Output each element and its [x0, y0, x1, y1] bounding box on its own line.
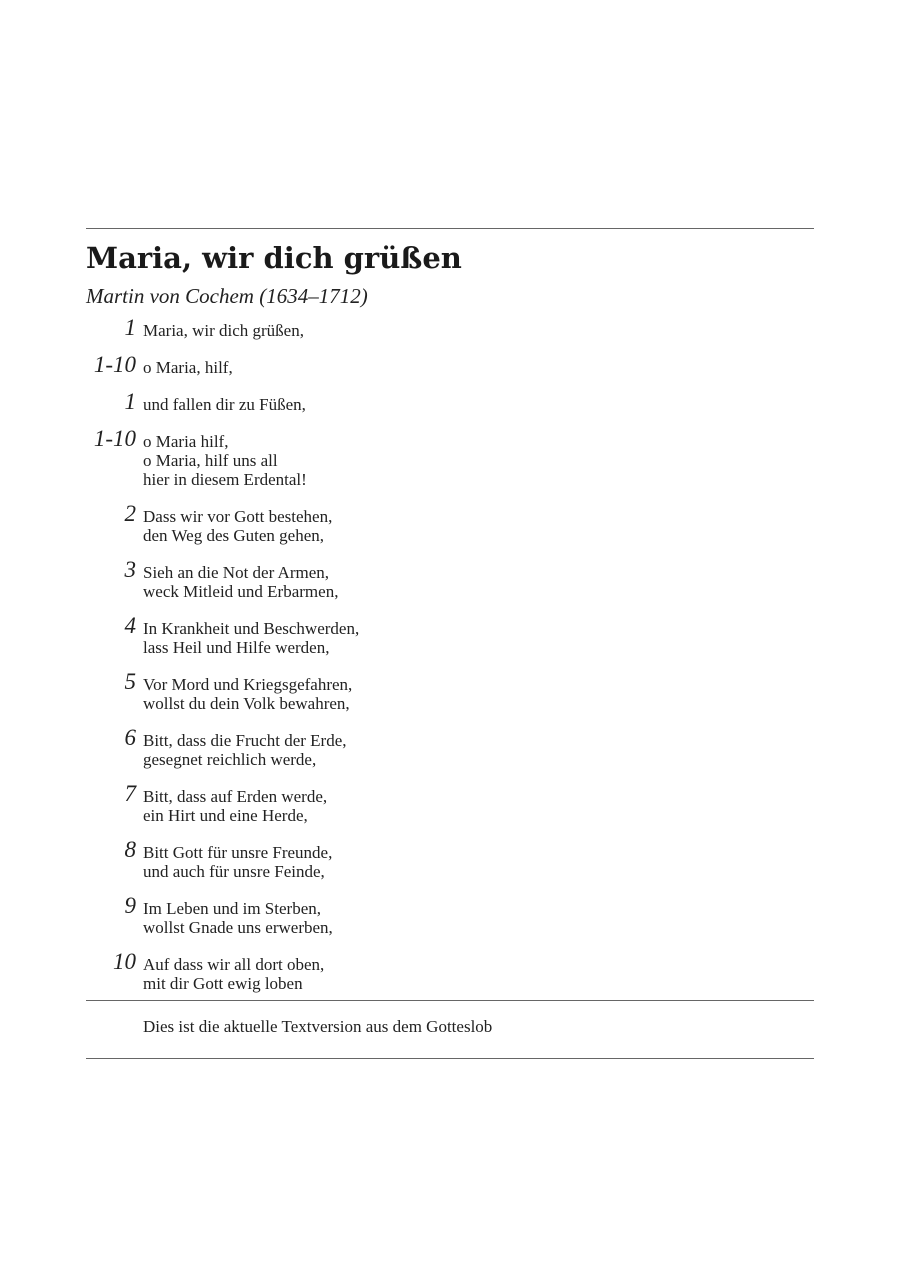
- verse-line: gesegnet reichlich werde,: [143, 750, 317, 769]
- verse-number: 3: [124, 557, 136, 582]
- verse-text: [143, 727, 347, 769]
- verse: [86, 783, 814, 825]
- verse-line: wollst Gnade uns erwerben,: [143, 918, 333, 937]
- verse-line: Im Leben und im Sterben,: [143, 899, 321, 918]
- verse-number: 1-10: [93, 426, 136, 451]
- verse-line: Vor Mord und Kriegsgefahren,: [143, 675, 353, 694]
- top-divider: [86, 228, 814, 229]
- verse-line: In Krankheit und Beschwerden,: [143, 619, 360, 638]
- verse-line: Dass wir vor Gott bestehen,: [143, 507, 333, 526]
- verse-line: und fallen dir zu Füßen,: [143, 395, 306, 414]
- verse-text: [143, 559, 338, 601]
- verse: [86, 354, 814, 377]
- verse-text: [143, 391, 306, 414]
- verse-line: Bitt Gott für unsre Freunde,: [143, 843, 333, 862]
- verse-line: o Maria, hilf uns all: [143, 451, 278, 470]
- verse-text: [143, 951, 324, 993]
- verse-line: lass Heil und Hilfe werden,: [143, 638, 330, 657]
- verse-number: 2: [124, 501, 136, 526]
- verse: [86, 391, 814, 414]
- verse-line: Sieh an die Not der Armen,: [143, 563, 330, 582]
- verse-text: [143, 783, 327, 825]
- verse-line: wollst du dein Volk bewahren,: [143, 694, 350, 713]
- song-sheet: [86, 228, 814, 1059]
- verse-line: o Maria, hilf,: [143, 358, 233, 377]
- verse-line: mit dir Gott ewig loben: [143, 974, 303, 993]
- verse-line: Auf dass wir all dort oben,: [143, 955, 325, 974]
- verse-number: 1: [124, 389, 136, 414]
- verse: [86, 839, 814, 881]
- verse-line: hier in diesem Erdental!: [143, 470, 307, 489]
- song-title: Maria, wir dich grüßen: [86, 241, 462, 275]
- verse-text: [143, 317, 304, 340]
- verse: [86, 503, 814, 545]
- verse-number: 5: [124, 669, 136, 694]
- verse-number: 1: [124, 315, 136, 340]
- verse: [86, 895, 814, 937]
- verse-line: Bitt, dass die Frucht der Erde,: [143, 731, 347, 750]
- verse-number: 6: [124, 725, 136, 750]
- verse: [86, 727, 814, 769]
- verse-number: 1-10: [93, 352, 136, 377]
- verse-line: Maria, wir dich grüßen,: [143, 321, 304, 340]
- verse: [86, 317, 814, 340]
- verse-line: weck Mitleid und Erbarmen,: [143, 582, 339, 601]
- verse-number: 4: [124, 613, 136, 638]
- verse-text: [143, 428, 307, 489]
- verse-list: [86, 317, 814, 993]
- middle-divider: [86, 1000, 814, 1001]
- verse-number: 7: [124, 781, 136, 806]
- verse-line: und auch für unsre Feinde,: [143, 862, 325, 881]
- verse: [86, 671, 814, 713]
- footnote: Dies ist die aktuelle Textversion aus dem Gotteslob: [143, 1017, 493, 1036]
- verse-text: [143, 671, 352, 713]
- verse-line: Bitt, dass auf Erden werde,: [143, 787, 328, 806]
- bottom-divider: [86, 1058, 814, 1059]
- verse: [86, 559, 814, 601]
- verse-text: [143, 503, 332, 545]
- verse: [86, 951, 814, 993]
- verse-number: 9: [124, 893, 136, 918]
- verse-text: [143, 615, 359, 657]
- verse-text: [143, 895, 333, 937]
- verse: [86, 615, 814, 657]
- song-author: Martin von Cochem (1634–1712): [86, 284, 368, 308]
- verse-text: [143, 839, 332, 881]
- verse: [86, 428, 814, 489]
- verse-number: 8: [124, 837, 136, 862]
- verse-text: [143, 354, 233, 377]
- verse-line: ein Hirt und eine Herde,: [143, 806, 308, 825]
- verse-line: den Weg des Guten gehen,: [143, 526, 325, 545]
- verse-number: 10: [113, 949, 136, 974]
- verse-line: o Maria hilf,: [143, 432, 229, 451]
